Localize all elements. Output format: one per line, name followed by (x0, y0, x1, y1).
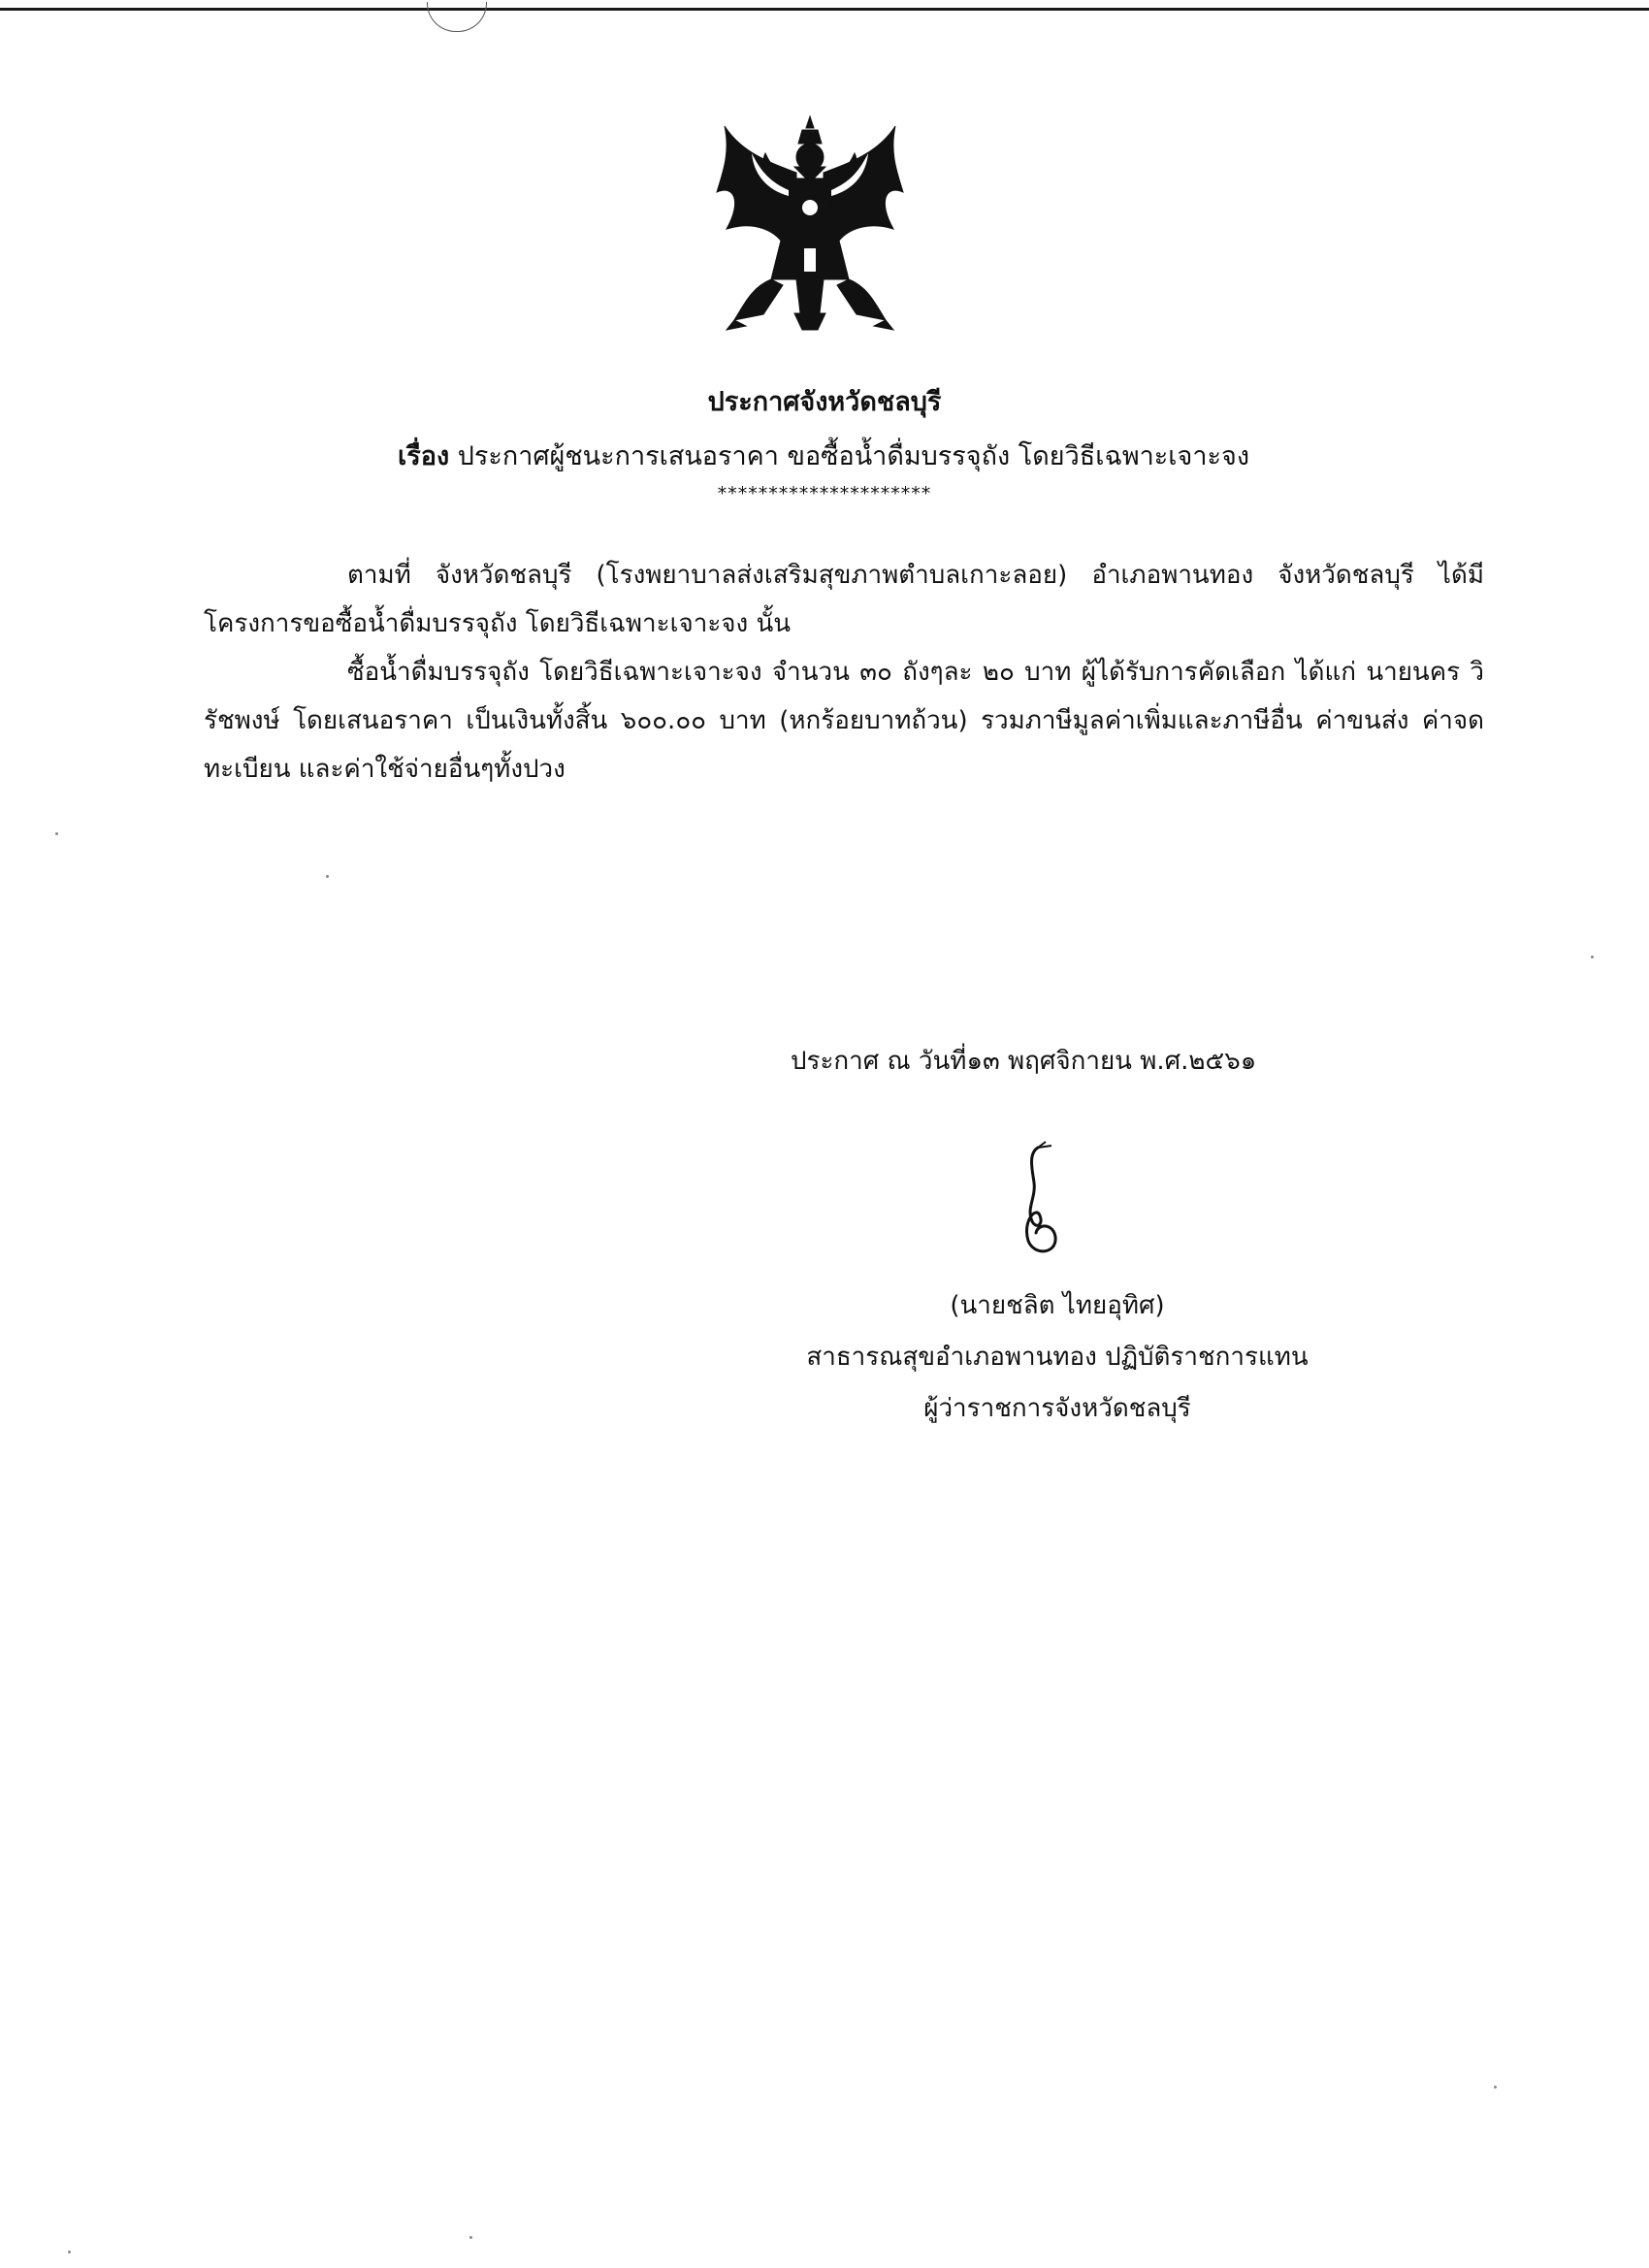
body-paragraph-2: ซื้อน้ำดื่มบรรจุถัง โดยวิธีเฉพาะเจาะจง จำนวน ๓๐ ถังๆละ ๒๐ บาท ผู้ได้รับการคัดเลือก ได้แก่ นายนคร วิรัชพงษ์ โดยเสนอราคา เป็นเงินทั้งสิ้น ๖๐๐.๐๐ บาท (หกร้อยบาทถ้วน) รวมภาษีมูลค่าเพิ่มและภาษีอื่น ค่าขนส่ง ค่าจดทะเบียน และค่าใช้จ่ายอื่นๆทั้งปวง (204, 658, 1484, 784)
signer-name: (นายชลิต ไทยอุทิศ) (950, 1291, 1165, 1320)
paper-punch-mark (427, 2, 487, 32)
subject-label: เรื่อง (398, 441, 450, 471)
announcement-subject (398, 435, 1249, 476)
handwritten-signature (999, 1140, 1096, 1276)
announcement-date: ประกาศ ณ วันที่๑๓ พฤศจิกายน พ.ศ.๒๕๖๑ (791, 1047, 1257, 1076)
announcement-title: ประกาศจังหวัดชลบุรี (707, 387, 942, 417)
subject-text: ประกาศผู้ชนะการเสนอราคา ขอซื้อน้ำดื่มบรรจุถัง โดยวิธีเฉพาะเจาะจง (457, 441, 1250, 471)
garuda-emblem-icon (713, 114, 907, 333)
top-border-line (0, 8, 1649, 11)
signer-position: สาธารณสุขอำเภอพานทอง ปฏิบัติราชการแทน (806, 1343, 1309, 1372)
signer-title: ผู้ว่าราชการจังหวัดชลบุรี (923, 1394, 1191, 1423)
separator-stars: ********************* (717, 483, 932, 504)
body-paragraph-1: ตามที่ จังหวัดชลบุรี (โรงพยาบาลส่งเสริมสุขภาพตำบลเกาะลอย) อำเภอพานทอง จังหวัดชลบุรี ได้มีโครงการขอซื้อน้ำดื่มบรรจุถัง โดยวิธีเฉพาะเจาะจง นั้น (204, 561, 1484, 638)
